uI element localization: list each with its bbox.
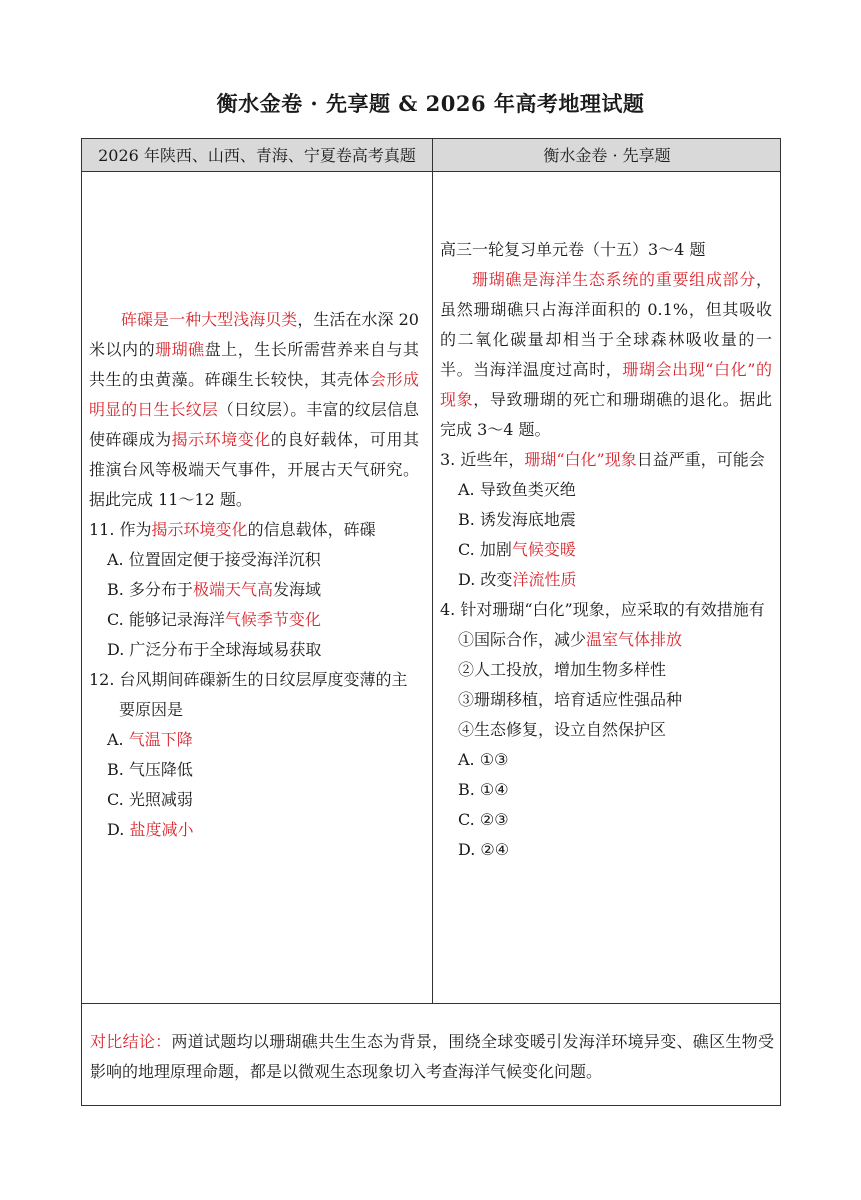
text-run: C. ②③ [458,810,509,829]
text-run: B. ①④ [458,780,509,799]
option [440,535,772,565]
statement [440,685,772,715]
option [89,575,419,605]
text-run: 11. 作为 [89,520,152,539]
text-run: ②人工投放，增加生物多样性 [458,660,667,679]
text-run: C. 光照减弱 [107,790,193,809]
text-run: B. 多分布于 [107,580,193,599]
highlight-text: 极端天气高 [192,580,273,599]
option [89,725,419,755]
text-run: A. 位置固定便于接受海洋沉积 [107,550,321,569]
text-run: D. ②④ [458,840,510,859]
option [440,835,772,865]
text-run: ，导致珊瑚的死亡和珊瑚礁的退化。据此完成 3～4 题。 [440,390,772,439]
text-run: ，虽然珊瑚礁只占海洋面积的 0.1%，但其吸收的二氧化碳量却相当于全球森林吸收量的一半。当海洋温度过高时， [440,270,772,379]
highlight-text: 珊瑚会出现“白化”的现象 [440,360,772,409]
highlight-text: 对比结论： [90,1032,172,1051]
option [440,475,772,505]
header-left: 2026 年陕西、山西、青海、宁夏卷高考真题 [98,146,416,165]
highlight-text: 气候季节变化 [224,610,321,629]
right-source: 高三一轮复习单元卷（十五）3～4 题 [440,240,706,259]
text-run: C. 能够记录海洋 [107,610,225,629]
text-run: ③珊瑚移植，培育适应性强品种 [458,690,683,709]
text-run: D. 改变 [458,570,513,589]
page-title: 衡水金卷 · 先享题 & 2026 年高考地理试题 [216,91,645,116]
question-11-options [89,545,419,665]
question-4-items [440,625,772,745]
question-12: 12. 台风期间砗磲新生的日纹层厚度变薄的主要原因是 [89,670,408,719]
question-11 [89,515,419,545]
question-4: 4. 针对珊瑚“白化”现象，应采取的有效措施有 [440,600,765,619]
question-3 [440,445,772,475]
option [89,755,419,785]
option [89,635,419,665]
option [440,775,772,805]
left-column [89,305,419,845]
highlight-text: 砗磲是一种大型浅海贝类 [121,310,298,329]
text-run: （日纹层）。丰富的纹层信息使砗磲成为 [89,400,419,449]
text-run: 日益严重，可能会 [636,450,765,469]
right-column [440,235,772,865]
highlight-text: 盐度减小 [129,820,194,839]
header-right: 衡水金卷 · 先享题 [543,146,671,165]
highlight-text: 珊瑚“白化”现象 [524,450,637,469]
row-divider [82,1003,780,1004]
text-run: ①国际合作，减少 [458,630,587,649]
text-run: A. 导致鱼类灭绝 [458,480,576,499]
text-run: ，生活在水深 20 米以内的 [89,310,419,359]
right-passage [440,265,772,445]
text-run: 的良好载体，可用其推演台风等极端天气事件，开展古天气研究。据此完成 11～12 题。 [89,430,419,509]
text-run: C. 加剧 [458,540,512,559]
text-run: 盘上，生长所需营养来自与其共生的虫黄藻。砗磲生长较快，其壳体 [89,340,419,389]
question-12-options [89,725,419,845]
table-header [82,139,780,172]
highlight-text: 珊瑚礁 [155,340,205,359]
text-run: B. 气压降低 [107,760,193,779]
text-run: B. 诱发海底地震 [458,510,576,529]
option [440,505,772,535]
conclusion [90,1027,774,1087]
text-run: A. ①③ [458,750,509,769]
option [89,785,419,815]
option [440,565,772,595]
option [89,815,419,845]
highlight-text: 气候变暖 [511,540,576,559]
statement [440,625,772,655]
highlight-text: 气温下降 [128,730,193,749]
question-4-options [440,745,772,865]
statement [440,655,772,685]
statement [440,715,772,745]
text-run: 的信息载体，砗磲 [247,520,376,539]
highlight-text: 会形成明显的日生长纹层 [89,370,419,419]
question-3-options [440,475,772,595]
option [89,605,419,635]
text-run: 3. 近些年， [440,450,525,469]
text-run: A. [107,730,129,749]
highlight-text: 珊瑚礁是海洋生态系统的重要组成部分 [472,270,756,289]
left-passage [89,305,419,515]
highlight-text: 温室气体排放 [586,630,683,649]
highlight-text: 揭示环境变化 [171,430,271,449]
comparison-table [81,138,781,1106]
text-run: D. [107,820,130,839]
column-divider [432,139,433,1003]
text-run: 发海域 [272,580,321,599]
option [440,745,772,775]
text-run: D. 广泛分布于全球海域易获取 [107,640,322,659]
option [440,805,772,835]
highlight-text: 洋流性质 [512,570,577,589]
option [89,545,419,575]
highlight-text: 揭示环境变化 [151,520,248,539]
text-run: ④生态修复，设立自然保护区 [458,720,667,739]
text-run: 两道试题均以珊瑚礁共生生态为背景，围绕全球变暖引发海洋环境异变、礁区生物受影响的地理原理命题，都是以微观生态现象切入考查海洋气候变化问题。 [90,1032,774,1081]
